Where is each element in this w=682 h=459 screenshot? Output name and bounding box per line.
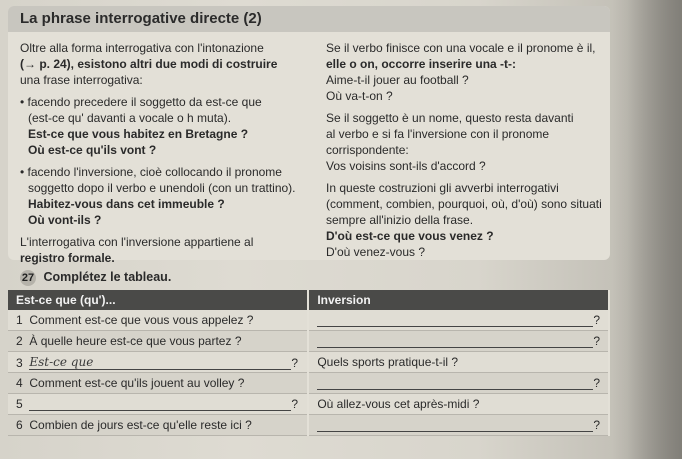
example-line: Aime-t-il jouer au football ? bbox=[326, 73, 469, 87]
table-row bbox=[8, 373, 609, 394]
example-line: Est-ce que vous habitez en Bretagne ? bbox=[28, 127, 249, 141]
conclusion-line: L'interrogativa con l'inversione appartiene al bbox=[20, 235, 254, 249]
example-line: Où vont-ils ? bbox=[28, 213, 102, 227]
bullet-text: (est-ce qu' davanti a vocale o h muta). bbox=[28, 111, 232, 125]
left-cell: 1 Comment est-ce que vous vous appelez ? bbox=[8, 310, 308, 331]
rule-line: al verbo e si fa l'inversione con il pronome bbox=[326, 127, 550, 141]
column-header: Inversion bbox=[308, 290, 609, 310]
example-line: Habitez-vous dans cet immeuble ? bbox=[28, 197, 225, 211]
bullet-text: • facendo precedere il soggetto da est-ce que bbox=[20, 95, 262, 109]
exercise-number: 27 bbox=[21, 272, 35, 284]
example-line: Vos voisins sont-ils d'accord ? bbox=[326, 159, 486, 173]
exercise-heading bbox=[20, 270, 171, 286]
table-row bbox=[8, 310, 609, 331]
rule-line: Se il soggetto è un nome, questo resta davanti bbox=[326, 111, 574, 125]
rule-line: (comment, combien, pourquoi, où, d'où) sono situati bbox=[326, 197, 602, 211]
intro-line: Oltre alla forma interrogativa con l'intonazione bbox=[20, 41, 264, 55]
answer-cell[interactable]: ? bbox=[308, 331, 609, 352]
rule-line: In queste costruzioni gli avverbi interrogativi bbox=[326, 181, 559, 195]
table-row bbox=[8, 352, 609, 373]
answer-cell[interactable]: ? bbox=[308, 415, 609, 436]
rule-line: Se il verbo finisce con una vocale e il pronome è il, bbox=[326, 41, 596, 55]
bullet-text: soggetto dopo il verbo e unendoli (con un trattino). bbox=[28, 181, 296, 195]
rule-line: corrispondente: bbox=[326, 143, 409, 157]
rule-line: sempre all'inizio della frase. bbox=[326, 213, 474, 227]
left-column bbox=[20, 40, 320, 266]
conclusion-line: registro formale. bbox=[20, 251, 115, 265]
column-header: Est-ce que (qu')... bbox=[8, 290, 308, 310]
bullet-text: • facendo l'inversione, cioè collocando il pronome bbox=[20, 165, 282, 179]
page-edge-shadow bbox=[612, 0, 682, 459]
example-line: D'où venez-vous ? bbox=[326, 245, 426, 259]
example-line: Où est-ce qu'ils vont ? bbox=[28, 143, 157, 157]
left-cell: 2 À quelle heure est-ce que vous partez ? bbox=[8, 331, 308, 352]
answer-cell[interactable]: ? bbox=[308, 310, 609, 331]
table-row bbox=[8, 415, 609, 436]
answer-cell[interactable]: 5 ? bbox=[8, 394, 308, 415]
left-cell: 4 Comment est-ce qu'ils jouent au volley ? bbox=[8, 373, 308, 394]
table-row bbox=[8, 331, 609, 352]
intro-line: una frase interrogativa: bbox=[20, 73, 143, 87]
example-line: D'où est-ce que vous venez ? bbox=[326, 229, 494, 243]
exercise-table bbox=[8, 290, 610, 436]
right-column bbox=[326, 40, 610, 260]
table-row bbox=[8, 394, 609, 415]
intro-line: (→ p. 24), esistono altri due modi di costruire bbox=[20, 57, 278, 71]
answer-cell[interactable]: ? bbox=[308, 373, 609, 394]
right-cell: Quels sports pratique-t-il ? bbox=[308, 352, 609, 373]
exercise-instruction: Complétez le tableau. bbox=[43, 270, 172, 284]
rule-line: elle o on, occorre inserire una -t-: bbox=[326, 57, 517, 71]
left-cell: 6 Combien de jours est-ce qu'elle reste ici ? bbox=[8, 415, 308, 436]
answer-cell[interactable]: 3 Est-ce que ? bbox=[8, 352, 308, 373]
handwritten-answer: Est-ce que bbox=[29, 355, 291, 370]
right-cell: Où allez-vous cet après-midi ? bbox=[308, 394, 609, 415]
page-title: La phrase interrogative directe (2) bbox=[20, 10, 262, 27]
example-line: Où va-t-on ? bbox=[326, 89, 393, 103]
